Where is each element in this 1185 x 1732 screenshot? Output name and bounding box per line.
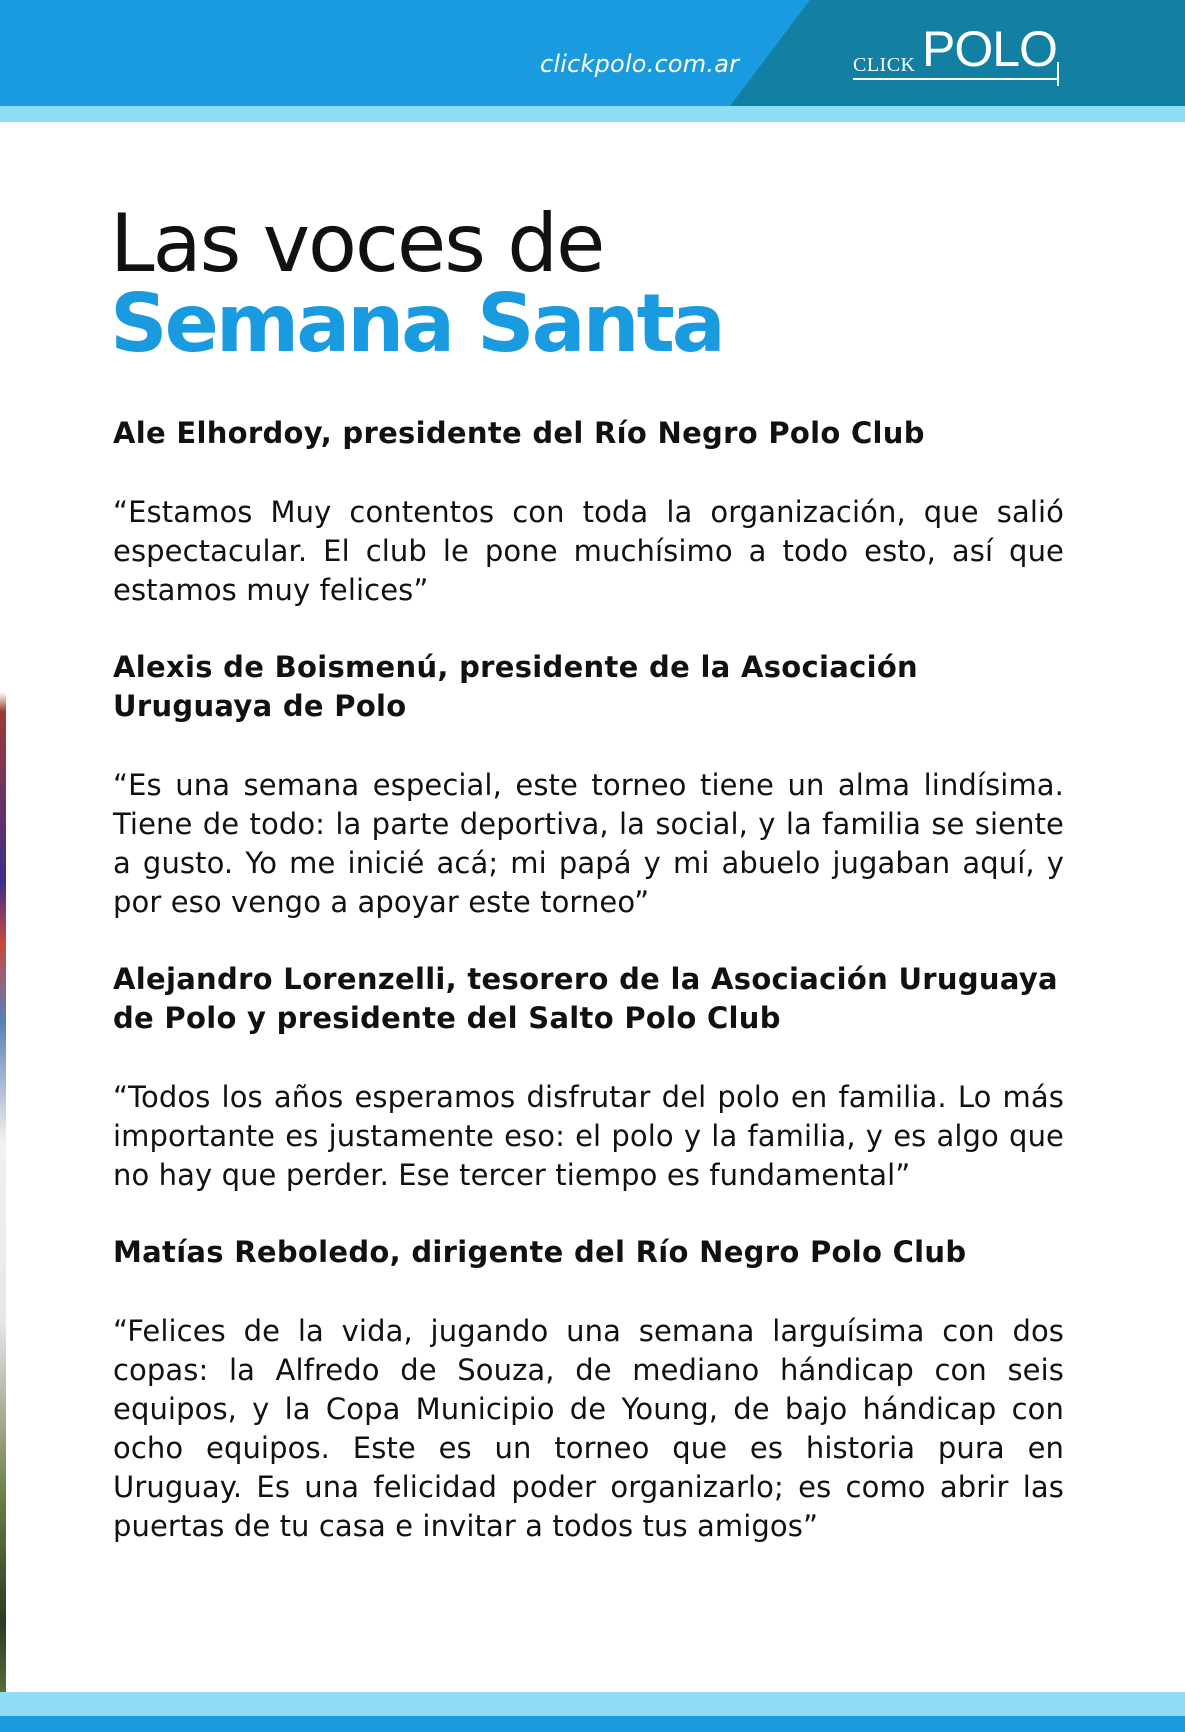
footer-stripe <box>0 1692 1185 1716</box>
speaker-quote: “Estamos Muy contentos con toda la organización, que salió espectacular. El club le pone muchísimo a todo esto, así que estamos muy felices” <box>113 495 1064 607</box>
interview-entry <box>113 1233 1064 1546</box>
logo-mallet-line <box>1057 62 1059 86</box>
speaker-name: Alejandro Lorenzelli, tesorero de la Asociación Uruguaya de Polo y presidente del Salto Polo Club <box>113 962 1058 1035</box>
interview-entry <box>113 960 1064 1195</box>
site-url: clickpolo.com.ar <box>540 50 740 78</box>
interview-entry <box>113 648 1064 922</box>
speaker-name: Matías Reboledo, dirigente del Río Negro Polo Club <box>113 1235 967 1269</box>
speaker-quote: “Es una semana especial, este torneo tiene un alma lindísima. Tiene de todo: la parte deportiva, la social, y la familia se siente a gusto. Yo me inicié acá; mi papá y mi abuelo jugaban aquí, y por eso vengo a apoyar este torneo” <box>113 768 1064 919</box>
interview-entry <box>113 414 1064 610</box>
speaker-name: Ale Elhordoy, presidente del Río Negro Polo Club <box>113 416 925 450</box>
page-title-line-2: Semana Santa <box>110 277 723 370</box>
speaker-quote: “Todos los años esperamos disfrutar del polo en familia. Lo más importante es justamente eso: el polo y la familia, y es algo que no hay que perder. Ese tercer tiempo es fundamental” <box>113 1080 1064 1192</box>
speaker-quote: “Felices de la vida, jugando una semana larguísima con dos copas: la Alfredo de Souza, de mediano hándicap con seis equipos, y la Copa Municipio de Young, de bajo hándicap con ocho equipos. Este es un torneo que es historia pura en Uruguay. Es una felicidad poder organizarlo; es como abrir las puertas de tu casa e invitar a todos tus amigos” <box>113 1314 1064 1543</box>
side-photo-edge <box>0 122 6 1692</box>
page-footer <box>0 1716 1185 1732</box>
page-title-line-1: Las voces de <box>110 197 604 290</box>
header-stripe <box>0 106 1185 122</box>
interviews-list <box>113 414 1064 1584</box>
logo-underline <box>853 78 1059 80</box>
speaker-name: Alexis de Boismenú, presidente de la Asociación Uruguaya de Polo <box>113 650 918 723</box>
clickpolo-logo <box>853 21 1063 92</box>
logo-click-text: CLICK <box>853 54 916 76</box>
logo-polo-text: POLO <box>922 21 1057 77</box>
